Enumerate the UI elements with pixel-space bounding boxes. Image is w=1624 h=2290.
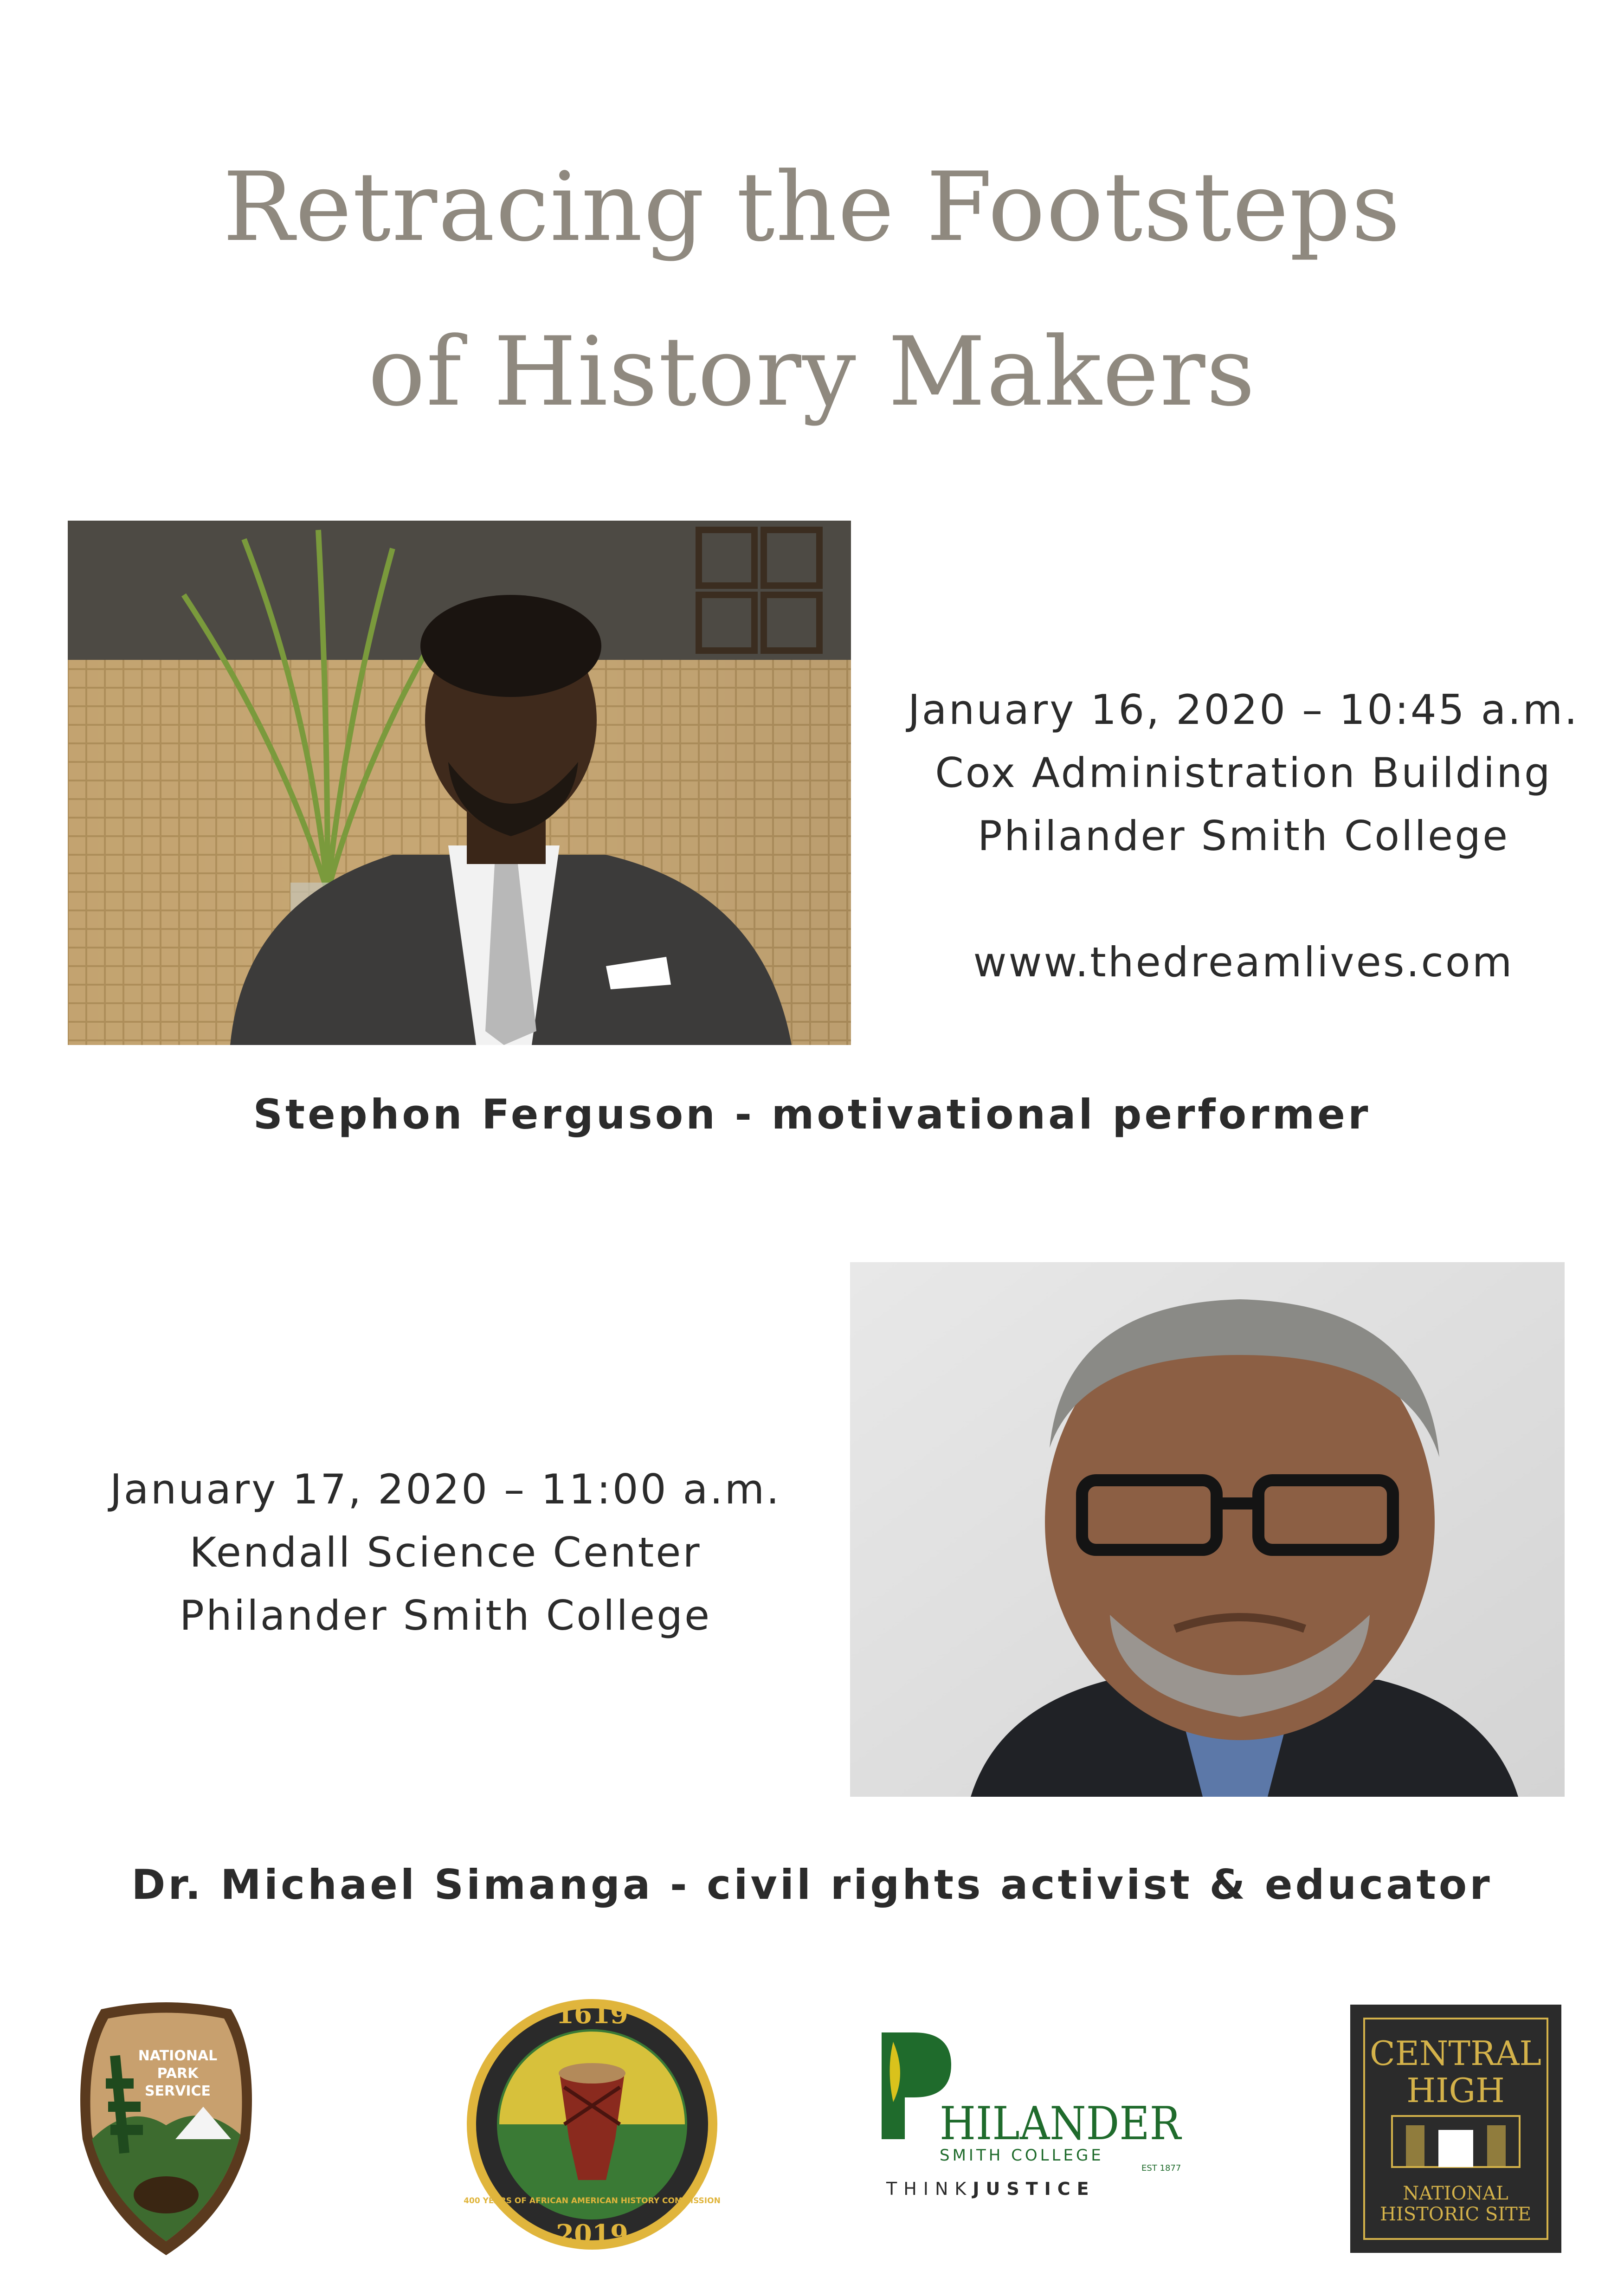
commission-bottom-year: 2019 xyxy=(556,2219,628,2250)
central-high-line-4: HISTORIC SITE xyxy=(1380,2204,1531,2225)
central-high-line-2: HIGH xyxy=(1406,2071,1505,2110)
philander-smith-college-logo xyxy=(872,2023,1188,2200)
event-1-venue: Cox Administration Building xyxy=(935,749,1552,797)
page-title-line-2: of History Makers xyxy=(368,317,1256,427)
philander-name: HILANDER xyxy=(940,2097,1182,2150)
event-1-website: www.thedreamlives.com xyxy=(973,938,1514,986)
event-1-date-time: January 16, 2020 – 10:45 a.m. xyxy=(908,686,1579,734)
event-1-college: Philander Smith College xyxy=(977,812,1510,860)
stephon-ferguson-caption: Stephon Ferguson - motivational performer xyxy=(253,1090,1371,1138)
central-high-line-3: NATIONAL xyxy=(1403,2183,1508,2204)
central-high-line-1: CENTRAL xyxy=(1370,2034,1541,2073)
michael-simanga-photo xyxy=(850,1262,1565,1797)
national-park-service-logo xyxy=(64,2000,268,2260)
event-2-details xyxy=(84,1458,807,1647)
event-2-college: Philander Smith College xyxy=(179,1592,712,1639)
nps-text-national: NATIONAL xyxy=(138,2048,218,2064)
philander-tagline-think: THINK xyxy=(886,2179,973,2199)
michael-simanga-caption: Dr. Michael Simanga - civil rights activist & educator xyxy=(131,1861,1493,1909)
svg-text:THINKJUSTICE xyxy=(886,2179,1096,2199)
stephon-ferguson-photo xyxy=(68,521,851,1045)
central-high-logo xyxy=(1350,2005,1561,2253)
commission-ring-text: 400 YEARS OF AFRICAN AMERICAN HISTORY COMMISSION xyxy=(464,2196,721,2206)
commission-top-year: 1619 xyxy=(556,1999,628,2030)
philander-subtitle: SMITH COLLEGE xyxy=(940,2146,1104,2165)
nps-text-service: SERVICE xyxy=(144,2083,211,2099)
philander-tagline-justice: JUSTICE xyxy=(973,2179,1096,2199)
400-years-commission-logo xyxy=(462,1985,722,2264)
event-1-details xyxy=(882,678,1605,994)
nps-text-park: PARK xyxy=(157,2065,199,2082)
philander-est: EST 1877 xyxy=(1141,2163,1181,2173)
page-title-line-1: Retracing the Footsteps xyxy=(223,152,1401,263)
event-2-date-time: January 17, 2020 – 11:00 a.m. xyxy=(110,1465,781,1513)
event-2-venue: Kendall Science Center xyxy=(189,1529,702,1576)
